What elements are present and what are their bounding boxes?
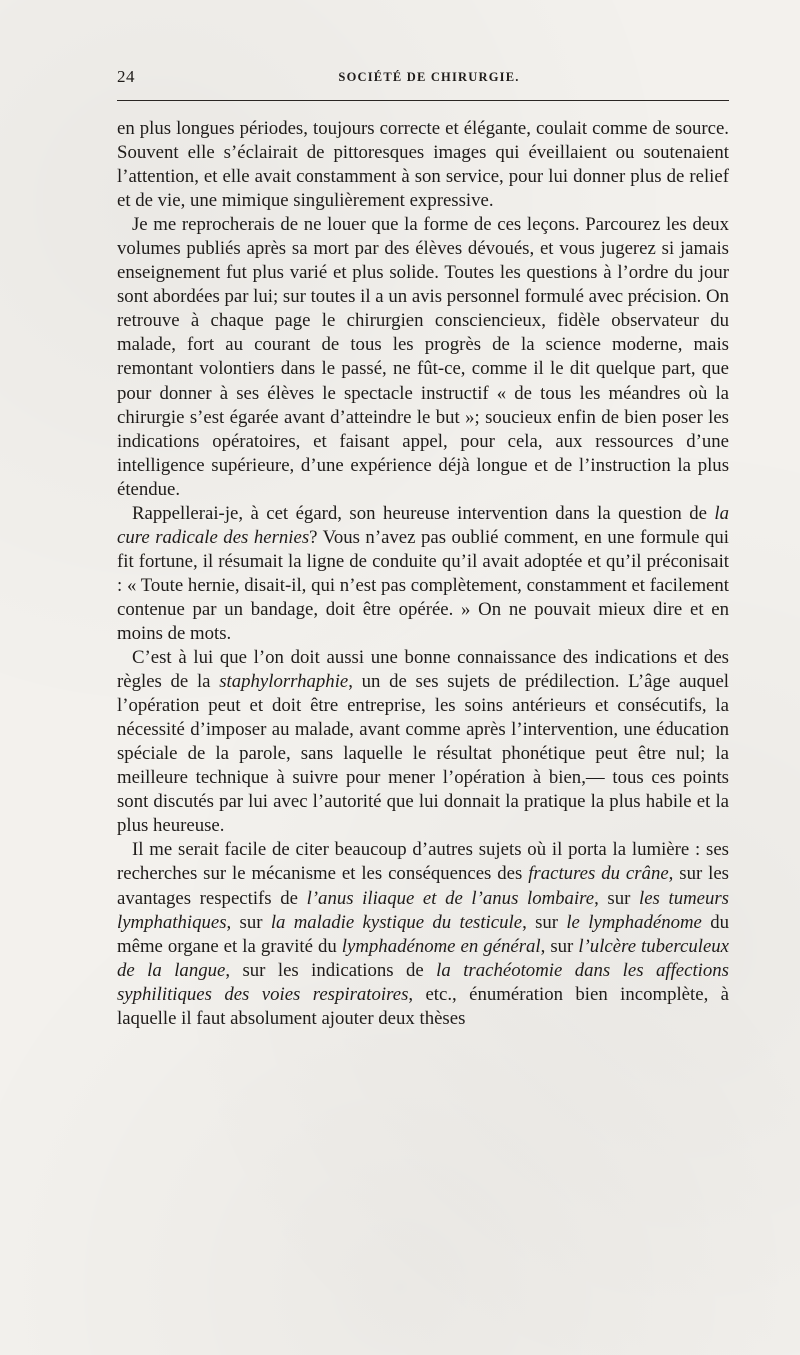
page-number: 24 (117, 67, 135, 86)
italic-term: lymphadénome en général (341, 935, 541, 957)
text-run: C’est à lui que l’on doit aussi une bonne connaissance des indications et des règles de la (117, 647, 729, 693)
italic-term: la trachéotomie dans les affections syphilitiques des voies respiratoires (117, 959, 729, 1005)
italic-term: le lymphadénome (566, 911, 702, 933)
paragraph-1: en plus longues périodes, toujours correcte et élégante, coulait comme de source. Souvent elle s’éclairait de pittoresques images qui éveillaient ou soutenaient l’attention, et elle avait constamment à son service, pour lui donner plus de relief et de vie, une mimique singulièrement expressive. (117, 118, 729, 212)
italic-term: staphylorrhaphie (219, 671, 349, 693)
italic-term: la maladie kystique du testicule (270, 911, 523, 933)
running-title: SOCIÉTÉ DE CHIRURGIE. (338, 70, 520, 84)
text-run: Il me serait facile de citer beaucoup d’autres sujets où il porta la lumière : ses recherches sur le mécanisme et les conséquences des (117, 839, 729, 885)
text-run: Rappellerai-je, à cet égard, son heureuse intervention dans la question de (132, 502, 715, 524)
paragraph-3 (117, 502, 729, 646)
text-run: du même organe et la gravité du (117, 911, 729, 957)
paragraph-4 (117, 646, 729, 838)
text-run: , sur (594, 887, 639, 909)
running-head (117, 67, 729, 89)
paragraph-5 (117, 838, 729, 1030)
italic-term: la cure radicale des hernies (117, 502, 729, 548)
text-run: , sur (522, 911, 567, 933)
text-run: , etc., énumération bien incomplète, à laquelle il faut absolument ajouter deux thèses (117, 983, 729, 1029)
text-run: , sur les indications de (225, 959, 437, 981)
italic-term: fractures du crâne (528, 863, 669, 885)
italic-term: l’ulcère tuberculeux de la langue (117, 935, 730, 981)
paragraph-2: Je me reprocherais de ne louer que la forme de ces leçons. Parcourez les deux volumes publiés après sa mort par des élèves dévoués, et vous jugerez si jamais enseignement fut plus varié et plus solide. Toutes les questions à l’ordre du jour sont abordées par lui; sur toutes il a un avis personnel formulé avec précision. On retrouve à chaque page le chirurgien consciencieux, fidèle observateur du malade, fort au courant de tous les progrès de la science moderne, mais remontant volontiers dans le passé, ne fût-ce, comme il le dit quelque part, que pour donner à ses élèves le spectacle instructif « de tous les méandres où la chirurgie s’est égarée avant d’atteindre le but »; soucieux enfin de bien poser les indications opératoires, et faisant appel, pour cela, aux ressources d’une intelligence supérieure, d’une expérience déjà longue et de l’instruction la plus étendue. (117, 214, 729, 500)
text-run: , sur (540, 935, 579, 957)
text-run: , sur les avantages respectifs de (117, 863, 729, 909)
italic-term: les tumeurs lymphathiques (117, 887, 729, 933)
body-text (117, 117, 729, 1031)
header-rule (117, 100, 729, 101)
text-run: , sur (226, 911, 271, 933)
text-run: , un de ses sujets de prédilection. L’âge auquel l’opération peut et doit être entreprise, les soins antérieurs et consécutifs, la nécessité d’imposer au malade, avant comme après l’intervention, une éducation spéciale de la parole, sans laquelle le résultat phonétique peut être nul; la meilleure technique à suivre pour mener l’opération à bien,— tous ces points sont discutés par lui avec l’autorité que lui donnait la pratique la plus habile et la plus heureuse. (117, 671, 729, 837)
italic-term: l’anus iliaque et de l’anus lombaire (306, 887, 595, 909)
text-run: ? Vous n’avez pas oublié comment, en une formule qui fit fortune, il résumait la ligne de conduite qu’il avait adoptée et qu’il préconisait : « Toute hernie, disait-il, qui n’est pas complètement, constamment et facilement contenue par un bandage, doit être opérée. » On ne pouvait mieux dire et en moins de mots. (117, 526, 729, 644)
